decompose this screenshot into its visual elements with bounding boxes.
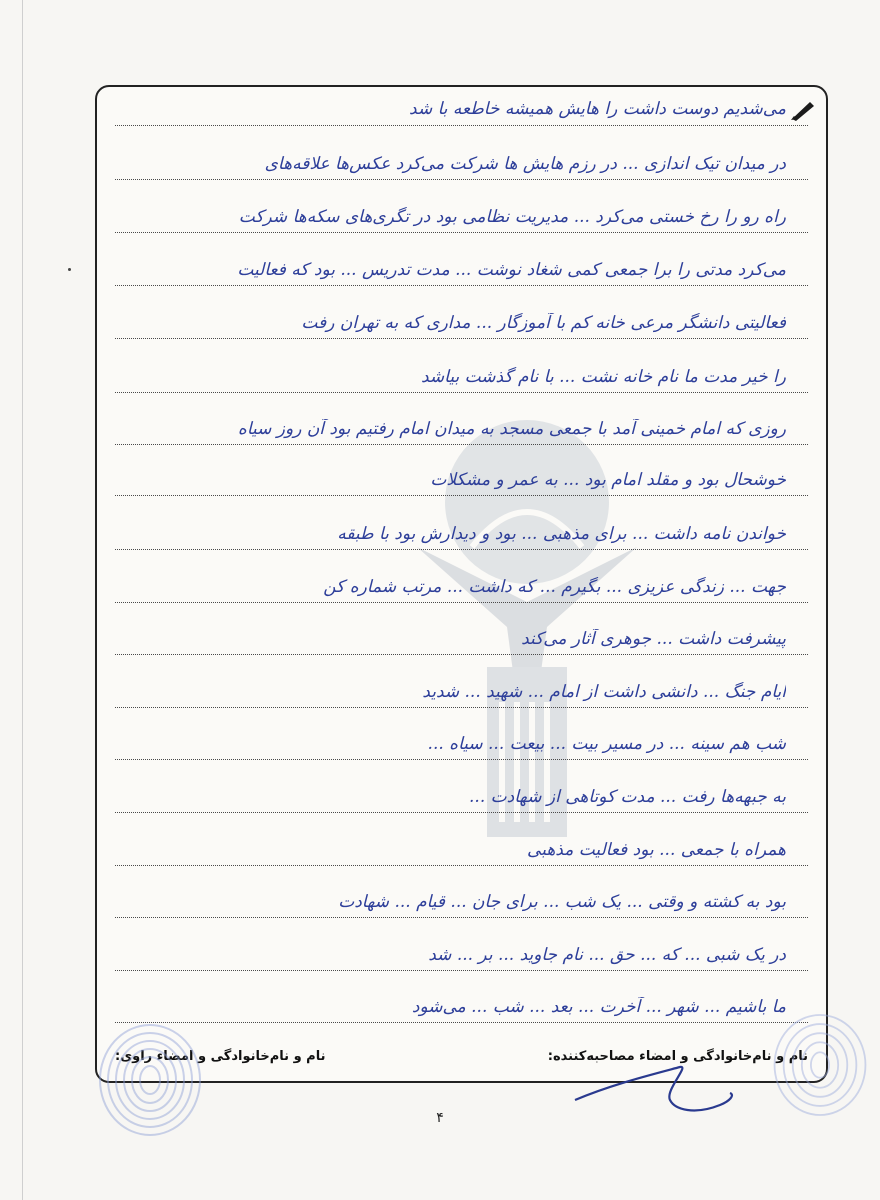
handwritten-line-14: به جبهه‌ها رفت ... مدت کوتاهی از شهادت ...	[469, 787, 786, 807]
stray-dot	[68, 268, 71, 271]
handwritten-line-16: بود به کشته و وقتی ... یک شب ... برای جان ... قیام ... شهادت	[338, 892, 786, 912]
handwritten-line-10: جهت ... زندگی عزیزی ... بگیرم ... که داشت ... مرتب شماره کن	[323, 577, 786, 597]
dotted-line	[115, 549, 808, 550]
dotted-line	[115, 865, 808, 866]
dotted-line	[115, 917, 808, 918]
handwritten-line-3: راه رو را رخ خستی می‌کرد ... مدیریت نظامی بود در تگری‌های سکه‌ها شرکت	[238, 207, 786, 227]
dotted-line	[115, 654, 808, 655]
dotted-line	[115, 1022, 808, 1023]
dotted-line	[115, 179, 808, 180]
page-number: ۴	[436, 1110, 444, 1126]
handwritten-line-5: فعالیتی دانشگر مرعی خانه کم با آموزگار ... مداری که به تهران رفت	[301, 313, 786, 333]
handwritten-line-1: می‌شدیم دوست داشت را هایش همیشه خاطعه با شد	[409, 99, 786, 119]
interviewer-signature-label: نام و نام‌خانوادگی و امضاء مصاحبه‌کننده:	[547, 1049, 808, 1064]
dotted-line	[115, 495, 808, 496]
handwritten-line-12: ایام جنگ ... دانشی داشت از امام ... شهید ... شدید	[422, 682, 786, 702]
dotted-line	[115, 759, 808, 760]
handwritten-line-9: خواندن نامه داشت ... برای مذهبی ... بود و دیدارش بود با طبقه	[337, 524, 786, 544]
handwritten-line-13: شب هم سینه ... در مسیر بیت ... بیعت ... سیاه ...	[427, 734, 786, 754]
dotted-line	[115, 232, 808, 233]
handwritten-line-7: روزی که امام خمینی آمد با جمعی مسجد به میدان امام رفتیم بود آن روز سیاه	[237, 419, 786, 439]
page-edge-line	[22, 0, 23, 1200]
dotted-line	[115, 970, 808, 971]
dotted-line	[115, 812, 808, 813]
dotted-line	[115, 285, 808, 286]
handwritten-line-17: در یک شبی ... که ... حق ... نام جاوید ... بر ... شد	[428, 945, 786, 965]
handwritten-line-2: در میدان تیک اندازی ... در رزم هایش ها شرکت می‌کرد عکس‌ها علاقه‌های	[264, 154, 786, 174]
fingerprint	[770, 1010, 870, 1120]
dotted-line	[115, 125, 808, 126]
dotted-line	[115, 602, 808, 603]
dotted-line	[115, 392, 808, 393]
handwritten-line-15: همراه با جمعی ... بود فعالیت مذهبی	[527, 840, 786, 860]
dotted-line	[115, 338, 808, 339]
interview-frame	[95, 85, 828, 1083]
handwritten-line-18: ما باشیم ... شهر ... آخرت ... بعد ... شب ... می‌شود	[411, 997, 786, 1017]
dotted-line	[115, 444, 808, 445]
handwritten-line-6: را خیر مدت ما نام خانه نشت ... با نام گذشت بیاشد	[421, 367, 786, 387]
handwritten-line-8: خوشحال بود و مقلد امام بود ... به عمر و مشکلات	[430, 470, 786, 490]
dotted-line	[115, 707, 808, 708]
pen-icon	[790, 99, 816, 121]
handwritten-line-4: می‌کرد مدتی را برا جمعی کمی شغاد نوشت ... مدت تدریس ... بود که فعالیت	[237, 260, 786, 280]
narrator-signature-label: نام و نام‌خانوادگی و امضاء راوی:	[115, 1049, 326, 1064]
handwritten-line-11: پیشرفت داشت ... جوهری آثار می‌کند	[521, 629, 786, 649]
